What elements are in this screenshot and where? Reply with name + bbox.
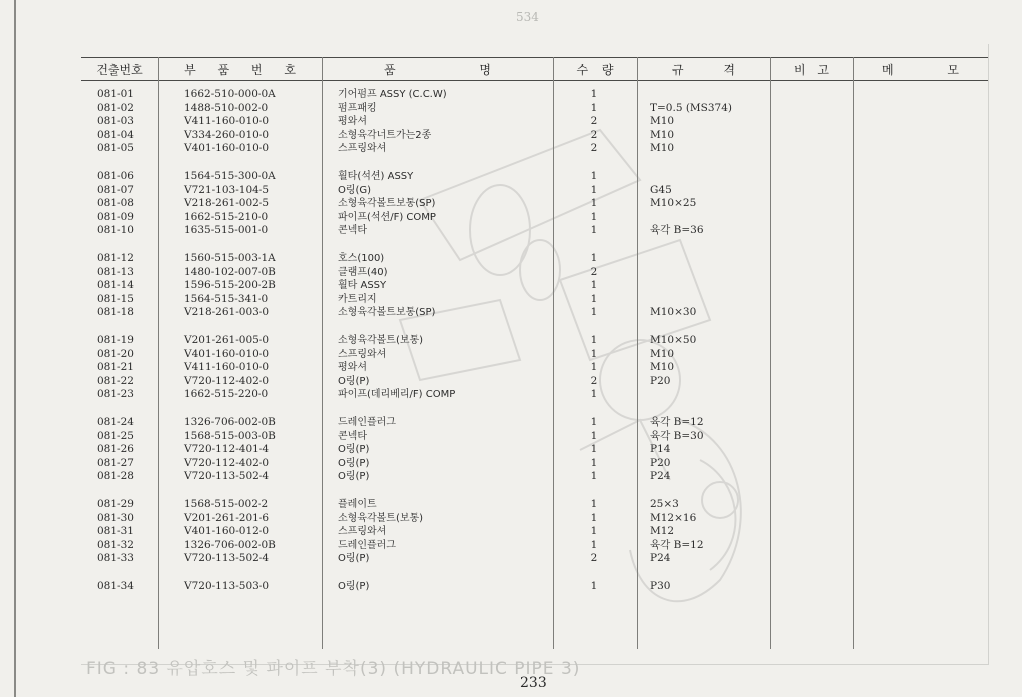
part-name-cell: O링(P) (338, 457, 370, 469)
top-page-mark: 534 (516, 10, 539, 24)
specification-cell: M12×16 (650, 511, 697, 524)
part-number-cell: 1568-515-003-0B (184, 429, 276, 442)
specification-cell: 육각 B=36 (650, 224, 704, 237)
specification-cell: 육각 B=30 (650, 429, 704, 442)
part-name-cell: 클램프(40) (338, 266, 388, 278)
specification-cell: 육각 B=12 (650, 416, 704, 428)
quantity-cell: 1 (590, 525, 598, 538)
part-name-cell: 스프링와셔 (338, 526, 387, 538)
part-number-cell: 1326-706-002-0B (184, 538, 276, 551)
item-number-cell: 081-14 (97, 279, 134, 292)
item-number-cell: 081-27 (97, 456, 134, 469)
specification-cell: P24 (650, 470, 671, 483)
column-divider (853, 57, 854, 649)
figure-caption: FIG : 83 유압호스 및 파이프 부착(3) (HYDRAULIC PIPE 3) (86, 659, 581, 679)
item-number-cell: 081-29 (97, 498, 134, 510)
part-number-cell: V401-160-010-0 (184, 347, 270, 360)
item-number-cell: 081-10 (97, 224, 134, 237)
part-number-cell: V201-261-005-0 (184, 334, 270, 346)
part-number-cell: 1662-515-220-0 (184, 388, 269, 401)
part-name-cell: 소형육각볼트(보통) (338, 335, 424, 346)
part-name-cell: O링(P) (338, 581, 370, 592)
quantity-cell: 1 (590, 538, 598, 551)
part-name-cell: 스프링와셔 (338, 143, 387, 155)
table-header-rule (81, 80, 988, 81)
part-name-cell: 소형육각너트가는2종 (338, 129, 432, 141)
part-number-cell: V720-113-502-4 (184, 470, 270, 483)
specification-cell: M10×25 (650, 197, 697, 210)
part-number-cell: V201-261-201-6 (184, 511, 270, 524)
part-name-cell: 휠타 ASSY (338, 280, 387, 292)
quantity-cell: 1 (590, 511, 598, 524)
quantity-cell: 1 (590, 88, 598, 100)
item-number-cell: 081-18 (97, 306, 134, 319)
header-specification: 규 격 (672, 63, 735, 77)
item-number-cell: 081-26 (97, 443, 134, 456)
quantity-cell: 1 (590, 183, 598, 196)
part-name-cell: 드레인플러그 (338, 417, 396, 428)
column-divider (770, 57, 771, 649)
specification-cell: P24 (650, 552, 671, 565)
part-name-cell: 소형육각볼트(보통) (338, 512, 424, 524)
quantity-cell: 1 (590, 252, 598, 264)
part-number-cell: 1568-515-002-2 (184, 498, 269, 510)
specification-cell: T=0.5 (MS374) (650, 101, 733, 114)
column-divider (322, 57, 323, 649)
specification-cell: 25×3 (650, 498, 679, 510)
part-name-cell: 평와셔 (338, 362, 367, 374)
item-number-cell: 081-01 (97, 88, 134, 100)
item-number-cell: 081-25 (97, 429, 134, 442)
quantity-cell: 1 (590, 292, 598, 305)
specification-cell: P30 (650, 580, 671, 592)
page-edge-line (14, 0, 16, 697)
item-number-cell: 081-15 (97, 292, 134, 305)
item-number-cell: 081-06 (97, 170, 134, 182)
quantity-cell: 1 (590, 306, 598, 319)
quantity-cell: 1 (590, 279, 598, 292)
item-number-cell: 081-05 (97, 142, 134, 155)
part-number-cell: 1560-515-003-1A (184, 252, 276, 264)
item-number-cell: 081-30 (97, 511, 134, 524)
item-number-cell: 081-28 (97, 470, 134, 483)
header-quantity: 수 량 (576, 63, 614, 77)
quantity-cell: 2 (590, 115, 598, 128)
header-part-name: 품 명 (384, 63, 491, 77)
specification-cell: M10 (650, 115, 675, 128)
table-top-rule (81, 57, 988, 58)
specification-cell: M10 (650, 347, 675, 360)
part-name-cell: 기어펌프 ASSY (C.C.W) (338, 89, 447, 100)
quantity-cell: 1 (590, 443, 598, 456)
quantity-cell: 1 (590, 197, 598, 210)
part-number-cell: V218-261-003-0 (184, 306, 270, 319)
part-number-cell: V720-113-502-4 (184, 552, 270, 565)
quantity-cell: 2 (590, 128, 598, 141)
item-number-cell: 081-09 (97, 210, 134, 223)
quantity-cell: 1 (590, 456, 598, 469)
quantity-cell: 2 (590, 552, 598, 565)
header-remark: 비 고 (794, 63, 829, 77)
part-name-cell: 휠타(석션) ASSY (338, 171, 414, 182)
item-number-cell: 081-13 (97, 265, 134, 278)
part-number-cell: 1488-510-002-0 (184, 101, 269, 114)
item-number-cell: 081-21 (97, 361, 134, 374)
part-name-cell: 파이프(데리베리/F) COMP (338, 389, 456, 401)
quantity-cell: 1 (590, 347, 598, 360)
part-number-cell: V401-160-010-0 (184, 142, 270, 155)
quantity-cell: 1 (590, 388, 598, 401)
quantity-cell: 2 (590, 265, 598, 278)
item-number-cell: 081-20 (97, 347, 134, 360)
part-number-cell: V411-160-010-0 (184, 115, 270, 128)
part-name-cell: 플레이트 (338, 499, 377, 510)
column-divider (637, 57, 638, 649)
specification-cell: P20 (650, 374, 671, 387)
item-number-cell: 081-22 (97, 374, 134, 387)
part-name-cell: 콘넥타 (338, 430, 367, 442)
item-number-cell: 081-23 (97, 388, 134, 401)
quantity-cell: 1 (590, 429, 598, 442)
part-number-cell: 1326-706-002-0B (184, 416, 276, 428)
part-number-cell: 1662-510-000-0A (184, 88, 276, 100)
part-name-cell: 호스(100) (338, 253, 385, 264)
part-name-cell: 파이프(석션/F) COMP (338, 211, 436, 223)
item-number-cell: 081-31 (97, 525, 134, 538)
quantity-cell: 2 (590, 142, 598, 155)
part-name-cell: O링(P) (338, 471, 370, 483)
quantity-cell: 1 (590, 470, 598, 483)
quantity-cell: 1 (590, 334, 598, 346)
column-divider (158, 57, 159, 649)
quantity-cell: 1 (590, 498, 598, 510)
item-number-cell: 081-03 (97, 115, 134, 128)
part-number-cell: V401-160-012-0 (184, 525, 270, 538)
header-item-number: 건출번호 (96, 63, 143, 77)
item-number-cell: 081-19 (97, 334, 134, 346)
specification-cell: M12 (650, 525, 675, 538)
quantity-cell: 1 (590, 210, 598, 223)
part-name-cell: 소형육각볼트보통(SP) (338, 198, 436, 210)
part-name-cell: 콘넥타 (338, 225, 367, 237)
part-number-cell: 1564-515-341-0 (184, 292, 269, 305)
part-number-cell: V411-160-010-0 (184, 361, 270, 374)
part-name-cell: O링(P) (338, 553, 370, 565)
item-number-cell: 081-24 (97, 416, 134, 428)
part-name-cell: O링(P) (338, 444, 370, 456)
specification-cell: M10 (650, 142, 675, 155)
part-number-cell: V720-112-402-0 (184, 374, 270, 387)
item-number-cell: 081-04 (97, 128, 134, 141)
part-name-cell: 평와셔 (338, 116, 367, 128)
quantity-cell: 2 (590, 374, 598, 387)
quantity-cell: 1 (590, 224, 598, 237)
part-name-cell: 스프링와셔 (338, 348, 387, 360)
quantity-cell: 1 (590, 170, 598, 182)
item-number-cell: 081-08 (97, 197, 134, 210)
part-number-cell: V720-112-401-4 (184, 443, 270, 456)
part-name-cell: 펌프패킹 (338, 102, 377, 114)
specification-cell: G45 (650, 183, 672, 196)
part-name-cell: 소형육각볼트보통(SP) (338, 307, 436, 319)
part-number-cell: 1596-515-200-2B (184, 279, 276, 292)
quantity-cell: 1 (590, 361, 598, 374)
part-name-cell: O링(P) (338, 375, 370, 387)
item-number-cell: 081-34 (97, 580, 134, 592)
quantity-cell: 1 (590, 416, 598, 428)
part-number-cell: 1480-102-007-0B (184, 265, 276, 278)
part-number-cell: 1662-515-210-0 (184, 210, 269, 223)
part-name-cell: O링(G) (338, 184, 372, 196)
part-number-cell: V218-261-002-5 (184, 197, 270, 210)
column-divider (553, 57, 554, 649)
part-number-cell: V720-113-503-0 (184, 580, 270, 592)
part-number-cell: V720-112-402-0 (184, 456, 270, 469)
quantity-cell: 1 (590, 580, 598, 592)
item-number-cell: 081-12 (97, 252, 134, 264)
part-name-cell: 카트리지 (338, 293, 377, 305)
part-number-cell: 1635-515-001-0 (184, 224, 269, 237)
part-number-cell: V334-260-010-0 (184, 128, 270, 141)
specification-cell: M10×30 (650, 306, 697, 319)
specification-cell: P14 (650, 443, 671, 456)
page-number: 233 (520, 675, 547, 691)
item-number-cell: 081-32 (97, 538, 134, 551)
specification-cell: 육각 B=12 (650, 538, 704, 551)
item-number-cell: 081-02 (97, 101, 134, 114)
specification-cell: M10×50 (650, 334, 697, 346)
header-memo: 메 모 (882, 63, 959, 77)
item-number-cell: 081-33 (97, 552, 134, 565)
part-name-cell: 드레인플러그 (338, 539, 396, 551)
part-number-cell: 1564-515-300-0A (184, 170, 276, 182)
header-part-number: 부 품 번 호 (184, 63, 296, 77)
specification-cell: M10 (650, 128, 675, 141)
part-number-cell: V721-103-104-5 (184, 183, 270, 196)
quantity-cell: 1 (590, 101, 598, 114)
specification-cell: P20 (650, 456, 671, 469)
specification-cell: M10 (650, 361, 675, 374)
item-number-cell: 081-07 (97, 183, 134, 196)
